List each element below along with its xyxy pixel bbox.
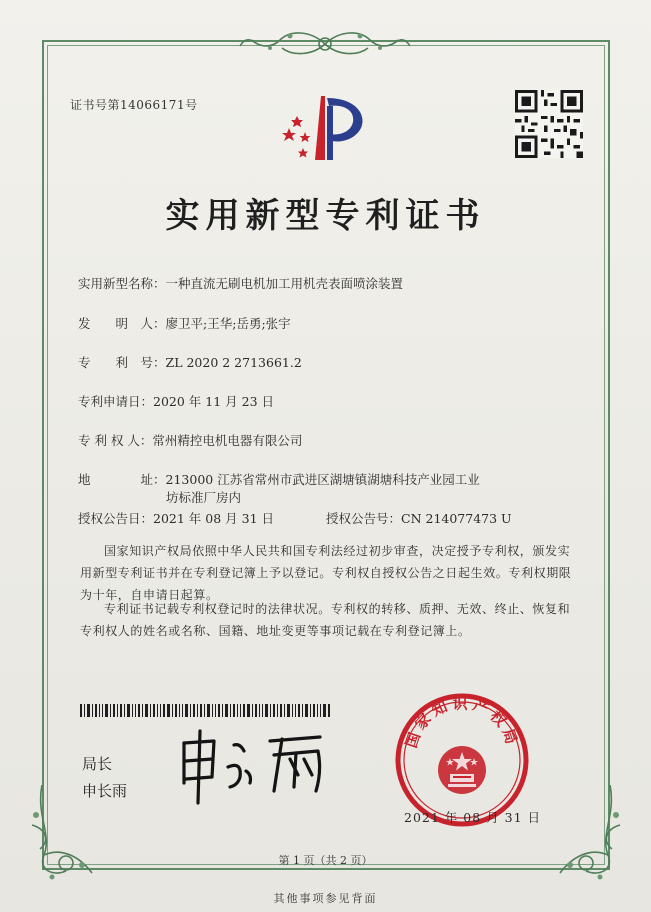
logo-blue-stroke — [327, 106, 333, 160]
address-line-1: 213000 江苏省常州市武进区湖塘镇湖塘科技产业园工业 — [165, 472, 480, 487]
certificate-title: 实用新型专利证书 — [165, 196, 486, 236]
inventor-value: 廖卫平;王华;岳勇;张宇 — [165, 316, 291, 331]
filing-date-label: 专利申请日： — [78, 394, 154, 409]
footer-note: 其他事项参见背面 — [273, 892, 378, 905]
grant-date-label: 授权公告日： — [78, 511, 154, 526]
statement-paragraph-1: 国家知识产权局依照中华人民共和国专利法经过初步审查，决定授予专利权，颁发实用新型专利证书并在专利登记簿上予以登记。专利权自授权公告之日起生效。专利权期限为十年，自申请日起算。 — [80, 544, 572, 602]
filing-date-value: 2020 年 11 月 23 日 — [153, 394, 275, 409]
utility-model-name-row — [78, 274, 403, 292]
inventor-row — [78, 314, 291, 332]
page-number: 第 1 页（共 2 页） — [278, 854, 373, 867]
address-row-continued — [166, 488, 241, 506]
filing-date-row — [78, 392, 274, 410]
top-ornament — [230, 26, 420, 62]
grant-number-row — [326, 509, 512, 527]
statement-paragraph-2: 专利证书记载专利权登记时的法律状况。专利权的转移、质押、无效、终止、恢复和专利权人的姓名或名称、国籍、地址变更等事项记载在专利登记簿上。 — [80, 602, 571, 638]
logo-star — [300, 132, 311, 142]
director-name-label: 申长雨 — [82, 782, 128, 800]
patentee-row — [78, 431, 302, 449]
logo-star — [282, 128, 296, 141]
bottom-right-ornament — [540, 785, 630, 885]
grant-date-value: 2021 年 08 月 31 日 — [153, 511, 275, 526]
svg-text:国家知识产权局 — [402, 695, 521, 751]
patent-number-row — [78, 353, 302, 371]
inventor-label: 发 明 人： — [78, 316, 166, 331]
cnipa-logo — [275, 88, 375, 168]
certificate-number: 证书号第14066171号 — [70, 98, 198, 112]
utility-model-name-label: 实用新型名称： — [78, 276, 166, 291]
seal-text: 国家知识产权局 — [404, 696, 520, 751]
logo-red-stroke — [315, 96, 325, 160]
director-title-label: 局长 — [82, 755, 113, 773]
patentee-label: 专 利 权 人： — [78, 433, 153, 448]
patentee-value: 常州精控电机电器有限公司 — [152, 433, 303, 448]
patent-number-value: ZL 2020 2 2713661.2 — [165, 355, 302, 370]
director-signature — [170, 725, 340, 805]
grant-number-label: 授权公告号： — [326, 511, 402, 526]
patent-number-label: 专 利 号： — [78, 355, 166, 370]
address-line-2: 坊标准厂房内 — [166, 490, 242, 505]
address-label: 地 址： — [78, 472, 166, 487]
logo-star — [298, 148, 308, 158]
utility-model-name-value: 一种直流无刷电机加工用机壳表面喷涂装置 — [165, 276, 404, 291]
grant-date-row — [78, 509, 274, 527]
seal-date: 2021 年 08 月 31 日 — [404, 810, 541, 825]
grant-number-value: CN 214077473 U — [401, 511, 512, 526]
barcode — [80, 704, 330, 717]
logo-star — [291, 116, 303, 127]
address-row — [78, 470, 480, 488]
qr-code — [515, 90, 583, 158]
